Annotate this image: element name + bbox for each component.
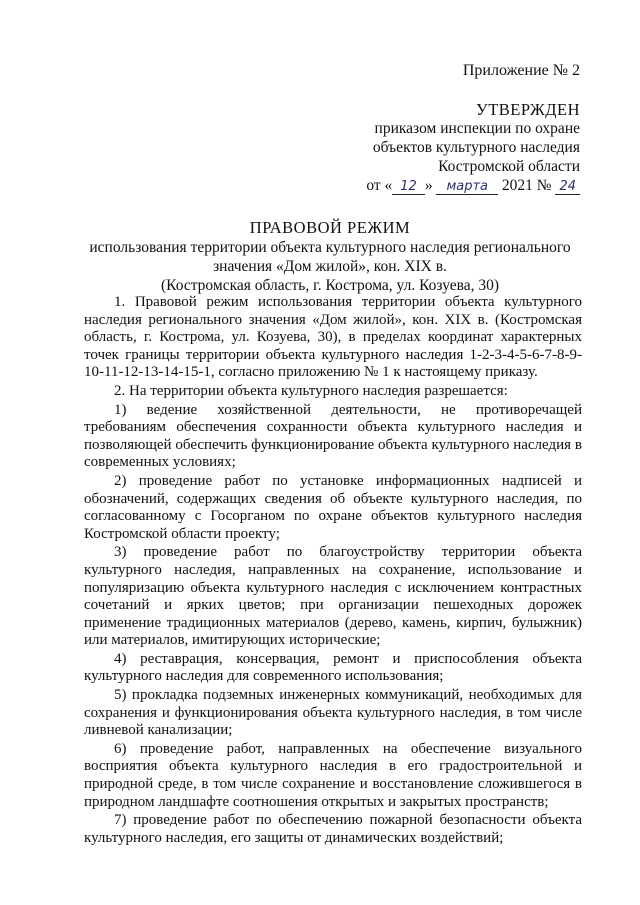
list-item-2: 2) проведение работ по установке информационных надписей и обозначений, содержащих сведения об объекте культурного наследия, по согласованному с Госорганом по охране объектов культурного наследия Костромской области проекту; [84, 472, 582, 542]
list-item-1: 1) ведение хозяйственной деятельности, не противоречащей требованиям обеспечения сохранности объекта культурного наследия и позволяющей обеспечить функционирование объекта культурного наследия в современных условиях; [84, 401, 582, 471]
document-title: ПРАВОВОЙ РЕЖИМ [249, 218, 411, 237]
list-item-7: 7) проведение работ по обеспечению пожарной безопасности объекта культурного наследия, его защиты от динамических воздействий; [84, 812, 582, 846]
appendix-label: Приложение № 2 [462, 62, 580, 79]
order-date-line [366, 176, 580, 195]
date-quote-close: » [424, 177, 433, 194]
date-prefix: от « [366, 177, 393, 194]
subtitle-line-3: (Костромская область, г. Кострома, ул. Козуева, 30) [160, 277, 500, 294]
list-item-3: 3) проведение работ по благоустройству территории объекта культурного наследия, направленных на сохранение, использование и популяризацию объекта культурного наследия с исключением контрастных сочетаний и ярких цветов; при организации пешеходных дорожек применение традиционных материалов (дерево, камень, кирпич, булыжник) или материалов, имитирующих исторические; [84, 544, 582, 649]
document-body [84, 294, 582, 848]
paragraph-2: 2. На территории объекта культурного наследия разрешается: [114, 382, 508, 399]
handwritten-day: 12 [392, 179, 425, 195]
list-item-5: 5) прокладка подземных инженерных коммуникаций, необходимых для сохранения и функционирования объекта культурного наследия, в том числе ливневой канализации; [84, 687, 582, 739]
list-item-6: 6) проведение работ, направленных на обеспечение визуального восприятия объекта культурного наследия в его градостроительной и природной среде, в том числе сохранение и восстановление сложившегося в природном ландшафте соотношения открытых и закрытых пространств; [84, 740, 582, 810]
handwritten-month: марта [436, 179, 498, 195]
approved-heading: УТВЕРЖДЕН [476, 100, 580, 119]
approval-line-2: объектов культурного наследия [372, 139, 580, 156]
list-item-4: 4) реставрация, консервация, ремонт и приспособления объекта культурного наследия для современного использования; [84, 650, 582, 685]
approval-block [366, 100, 580, 195]
subtitle-line-1: использования территории объекта культурного наследия регионального [89, 239, 571, 256]
approval-line-1: приказом инспекции по охране [374, 120, 580, 137]
handwritten-order-number: 24 [555, 179, 580, 195]
date-year: 2021 № [501, 177, 552, 194]
document-title-block [70, 218, 590, 295]
subtitle-line-2: значения «Дом жилой», кон. XIX в. [213, 258, 447, 275]
paragraph-1: 1. Правовой режим использования территории объекта культурного наследия регионального значения «Дом жилой», кон. XIX в. (Костромская область, г. Кострома, ул. Козуева, 30), в пределах координат характерных точек границы территории объекта культурного наследия 1-2-3-4-5-6-7-8-9-10-11-12-13-14-15-1, согласно приложению № 1 к настоящему приказу. [84, 294, 582, 381]
approval-line-3: Костромской области [438, 158, 580, 175]
